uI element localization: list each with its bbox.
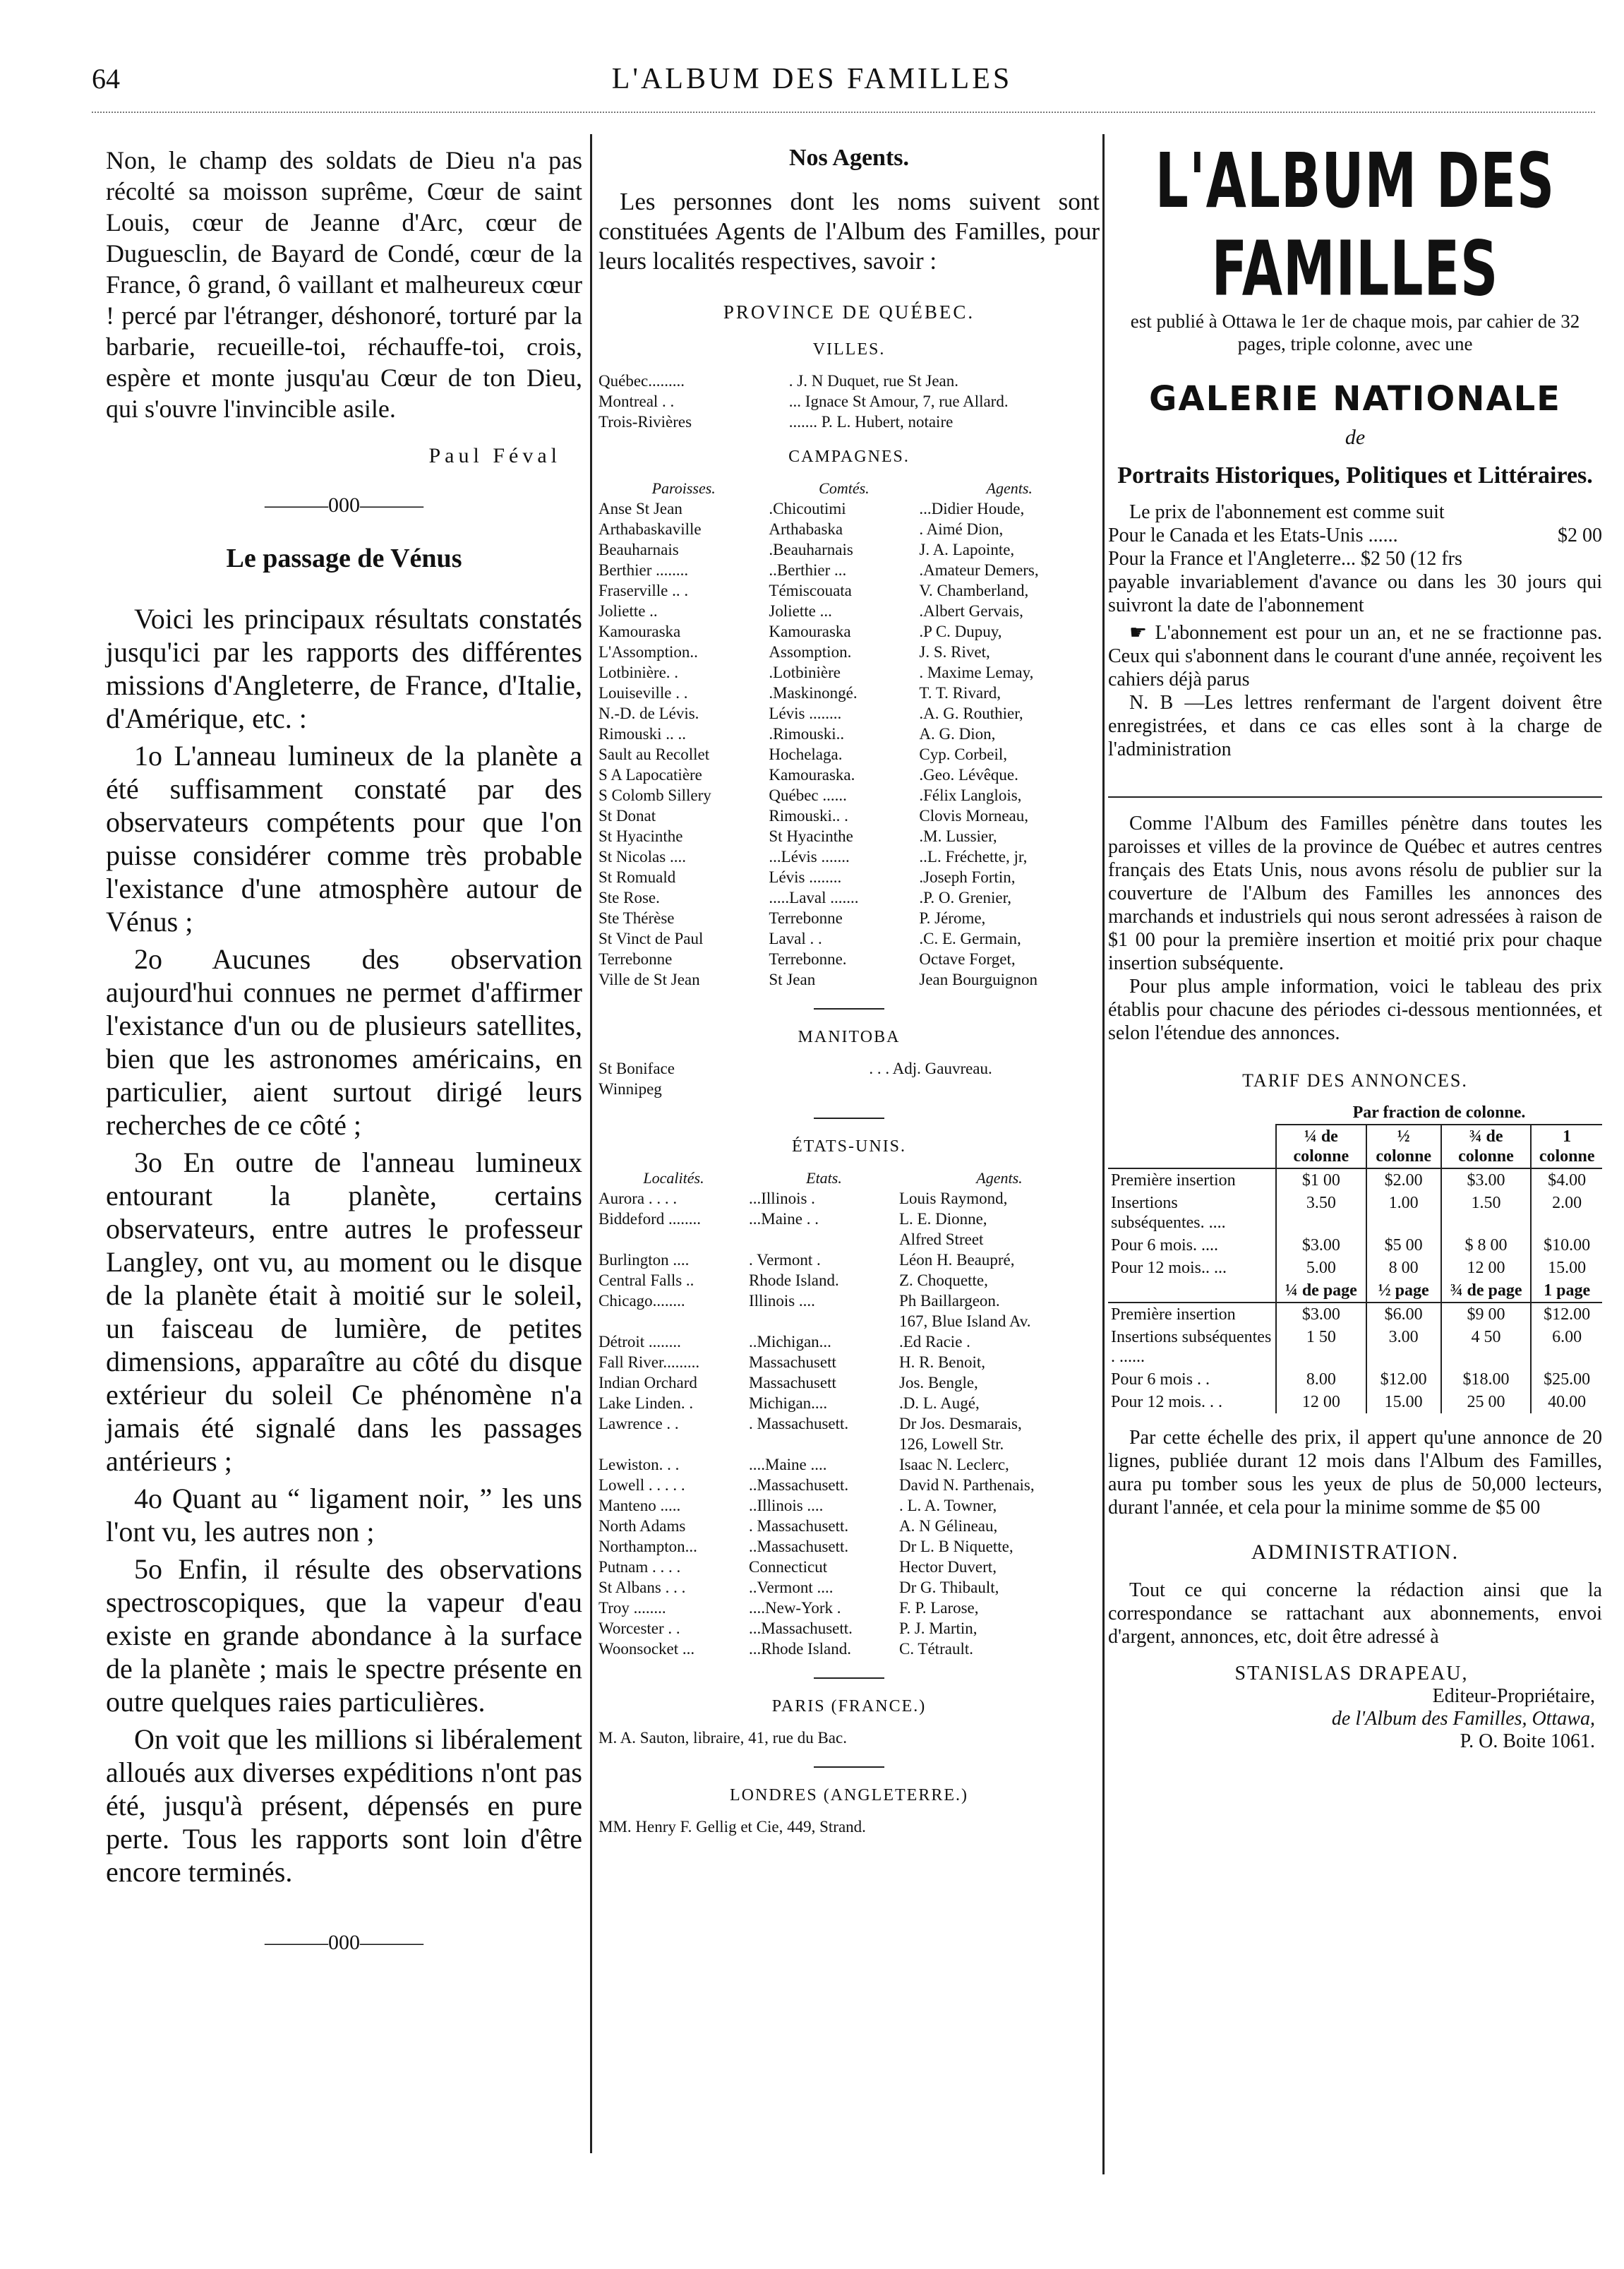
- article-paragraph: 5o Enfin, il résulte des observations spectroscopiques, que la vapeur d'eau existe en grande abondance à la surface de la planète ; mais le spectre présente en outre quelques raies particulières.: [106, 1553, 582, 1718]
- table-row: Lewiston. . . ....Maine .... Isaac N. Leclerc,: [599, 1456, 1009, 1473]
- rule: [814, 1766, 884, 1768]
- agents-intro: Les personnes dont les noms suivent sont constituées Agents de l'Album des Familles, pour leurs localités respectives, savoir :: [599, 188, 1100, 275]
- column-1: [106, 145, 582, 1980]
- table-row: Beauharnais .Beauharnais J. A. Lapointe,: [599, 541, 1015, 558]
- article-paragraph: 2o Aucunes des observation aujourd'hui connues ne permet d'affirmer l'existance d'un ou de plusieurs satellites, bien que les astronomes américains, en particulier, aient surtout dirigé leurs recherches de ce côté ;: [106, 943, 582, 1141]
- manitoba-table: [599, 1058, 1100, 1099]
- table-row: N.-D. de Lévis. Lévis ........ .A. G. Routhier,: [599, 705, 1023, 722]
- table-row: Louiseville . . .Maskinongé. T. T. Rivard,: [599, 684, 1002, 702]
- end-separator: ———000———: [265, 1931, 423, 1954]
- table-row: Ville de St Jean St Jean Jean Bourguignon: [599, 971, 1037, 988]
- table-row: Central Falls .. Rhode Island. Z. Choquette,: [599, 1271, 988, 1289]
- londres-agent: MM. Henry F. Gellig et Cie, 449, Strand.: [599, 1818, 866, 1836]
- column-divider-2: [1102, 134, 1105, 2174]
- table-row: Troy ........ ....New-York . F. P. Larose,: [599, 1599, 979, 1617]
- table-row: Pour 6 mois. .... $3.00 $5 00 $ 8 00 $10.00: [1108, 1234, 1602, 1257]
- signature-name: STANISLAS DRAPEAU,: [1234, 1663, 1469, 1684]
- table-row: Biddeford ........ ...Maine . . L. E. Dionne,: [599, 1210, 987, 1228]
- article-paragraph: 1o L'anneau lumineux de la planète a été suffisamment constaté par des observateurs compétents pour que l'on puisse considérer comme très probable l'existance d'une atmosphère autour de Vénus ;: [106, 740, 582, 938]
- masthead-title: L'ALBUM DES FAMILLES: [1155, 137, 1556, 313]
- payable-text: payable invariablement d'avance ou dans les 30 jours qui suivront la date de l'abonnement: [1108, 571, 1602, 616]
- villes-heading: VILLES.: [812, 340, 886, 359]
- column-3: [1108, 137, 1602, 1753]
- table-row: Chicago........ Illinois .... Ph Baillargeon.: [599, 1292, 1000, 1310]
- rule: [814, 1677, 884, 1679]
- province-heading: PROVINCE DE QUÉBEC.: [723, 301, 975, 323]
- rule: [1108, 796, 1602, 798]
- table-row: Fall River......... Massachusett H. R. Benoit,: [599, 1353, 986, 1371]
- table-row: St Vinct de Paul Laval . . .C. E. Germain,: [599, 930, 1021, 947]
- poem-author: Paul Féval: [428, 444, 561, 467]
- table-row: North Adams . Massachusett. A. N Gélineau,: [599, 1517, 998, 1535]
- table-row: St Donat Rimouski.. . Clovis Morneau,: [599, 807, 1028, 825]
- galerie-de: de: [1345, 426, 1366, 449]
- tarif-note: Par cette échelle des prix, il appert qu'une annonce de 20 lignes, publiée durant 12 mois dans l'Album des Familles, aura pu tomber sous les yeux de plus de 50,000 lecteurs, durant l'année, et cela pour la minime somme de $5 00: [1108, 1427, 1602, 1519]
- table-row: St Boniface . . . Adj. Gauvreau.: [599, 1060, 992, 1077]
- table-row: Manteno ..... ..Illinois .... . L. A. Towner,: [599, 1497, 997, 1514]
- nb-text: N. B —Les lettres renfermant de l'argent doivent être enregistrées, et dans ce cas elles sont à la charge de l'administration: [1108, 692, 1602, 760]
- price-row: Pour le Canada et les Etats-Unis ...... $2 00: [1108, 525, 1602, 546]
- poem-text: Non, le champ des soldats de Dieu n'a pas récolté sa moisson suprême, Cœur de saint Louis, cœur de Jeanne d'Arc, cœur de Duguesclin, de Bayard de Condé, cœur de la France, ô grand, ô vaillant et malheureux cœur ! percé par l'étranger, déshonoré, torturé par la barbarie, recueille-toi, réchauffe-toi, crois, espère et monte jusqu'au Cœur de ton Dieu, qui s'ouvre l'invincible asile.: [106, 146, 582, 423]
- tarif-header: ¼ de colonne ½ colonne ¾ de colonne 1 colonne: [1108, 1125, 1602, 1168]
- usa-table: [599, 1168, 1100, 1659]
- table-row: Sault au Recollet Hochelaga. Cyp. Corbeil,: [599, 746, 1007, 763]
- table-row: Lowell . . . . . ..Massachusett. David N. Parthenais,: [599, 1476, 1035, 1494]
- table-row: St Albans . . . ..Vermont .... Dr G. Thibault,: [599, 1579, 999, 1596]
- table-row: Arthabaskaville Arthabaska . Aimé Dion,: [599, 520, 1004, 538]
- galerie-heading: GALERIE NATIONALE: [1149, 379, 1561, 419]
- table-row: Pour 12 mois. . . 12 00 15.00 25 00 40.00: [1108, 1391, 1602, 1413]
- table-row: S A Lapocatière Kamouraska. .Geo. Lévêque.: [599, 766, 1018, 784]
- campagnes-body: [599, 498, 1100, 990]
- price-intro: Le prix de l'abonnement est comme suit: [1129, 501, 1445, 523]
- table-row: Aurora . . . . ...Illinois . Louis Raymond,: [599, 1190, 1008, 1207]
- header-rule: [92, 112, 1595, 113]
- rule: [814, 1008, 884, 1010]
- table-row: St Hyacinthe St Hyacinthe .M. Lussier,: [599, 827, 997, 845]
- article-paragraph: On voit que les millions si libéralement alloués aux diverses expéditions n'ont pas été, jusqu'à présent, dépensés en pure perte. Tous les rapports sont loin d'être encore terminés.: [106, 1723, 582, 1888]
- table-row: Joliette .. Joliette ... .Albert Gervais,: [599, 602, 1023, 620]
- table-row: Ste Rose. .....Laval ....... .P. O. Grenier,: [599, 889, 1012, 906]
- signature-role: Editeur-Propriétaire,: [1432, 1685, 1595, 1707]
- table-header: Localités. Etats. Agents.: [643, 1169, 1023, 1187]
- table-row: Winnipeg: [599, 1080, 662, 1098]
- table-row: Woonsocket ... ...Rhode Island. C. Tétrault.: [599, 1640, 973, 1658]
- table-row: Québec......... . J. N Duquet, rue St Jean.: [599, 372, 958, 390]
- table-row: Première insertion $3.00 $6.00 $9 00 $12.00: [1108, 1303, 1602, 1326]
- table-row: Indian Orchard Massachusett Jos. Bengle,: [599, 1374, 978, 1391]
- article-paragraph: Voici les principaux résultats constatés jusqu'ici par les rapports des différentes missions d'Angleterre, de France, d'Italie, d'Amérique, etc. :: [106, 603, 582, 734]
- column-divider-1: [590, 134, 592, 2153]
- table-row: Lawrence . . . Massachusett. Dr Jos. Desmarais,: [599, 1415, 1022, 1432]
- tarif-title: TARIF DES ANNONCES.: [1242, 1070, 1468, 1091]
- rule: [814, 1118, 884, 1119]
- annonces-text: Comme l'Album des Familles pénètre dans toutes les paroisses et villes de la province de Québec et autres centres français des Etats Unis, nous avons résolu de publier sur la couverture de l'Album des Familles les annonces des marchands et industriels qui nous seront adressées à raison de $1 00 pour la première insertion et moitié prix pour chaque insertion subséquente.: [1108, 813, 1602, 974]
- campagnes-table: [599, 478, 1100, 990]
- annonces-text-2: Pour plus ample information, voici le tableau des prix établis pour chacune des périodes ci-dessous mentionnées, et selon l'étendue des annonces.: [1108, 976, 1602, 1044]
- usa-heading: ÉTATS-UNIS.: [791, 1137, 907, 1156]
- table-row: 167, Blue Island Av.: [899, 1312, 1031, 1330]
- table-row: St Romuald Lévis ........ .Joseph Fortin,: [599, 868, 1016, 886]
- tarif-header: ¼ de page ½ page ¾ de page 1 page: [1108, 1279, 1602, 1303]
- table-row: Montreal . . ... Ignace St Amour, 7, rue Allard.: [599, 393, 1009, 410]
- table-row: L'Assomption.. Assomption. J. S. Rivet,: [599, 643, 990, 661]
- usa-body: [599, 1188, 1100, 1659]
- table-row: Trois-Rivières ....... P. L. Hubert, notaire: [599, 413, 954, 431]
- table-row: Ste Thérèse Terrebonne P. Jérome,: [599, 909, 986, 927]
- table-header: Paroisses. Comtés. Agents.: [651, 479, 1033, 497]
- price-row: Pour la France et l'Angleterre... $2 50 (12 frs: [1108, 548, 1462, 570]
- table-row: Lotbinière. . .Lotbinière . Maxime Lemay,: [599, 664, 1034, 681]
- administration-text: Tout ce qui concerne la rédaction ainsi que la correspondance se rattachant aux abonnements, envoi d'argent, annonces, etc, doit être adressé à: [1108, 1579, 1602, 1648]
- campagnes-heading: CAMPAGNES.: [788, 448, 910, 466]
- administration-title: ADMINISTRATION.: [1251, 1540, 1460, 1564]
- publication-info: est publié à Ottawa le 1er de chaque mois, par cahier de 32 pages, triple colonne, avec une: [1130, 311, 1580, 354]
- table-row: Alfred Street: [899, 1231, 984, 1248]
- table-row: Insertions subséquentes . ...... 1 50 3.00 4 50 6.00: [1108, 1326, 1602, 1368]
- abonnement-text: ☛ L'abonnement est pour un an, et ne se fractionne pas. Ceux qui s'abonnent dans le courant d'une année, reçoivent les cahiers déjà parus: [1108, 622, 1602, 690]
- table-row: Rimouski .. .. .Rimouski.. A. G. Dion,: [599, 725, 996, 743]
- table-row: Terrebonne Terrebonne. Octave Forget,: [599, 950, 1016, 968]
- table-row: Burlington .... . Vermont . Léon H. Beaupré,: [599, 1251, 1015, 1269]
- villes-table: [599, 371, 1100, 432]
- signature-publication: de l'Album des Familles, Ottawa,: [1331, 1708, 1595, 1730]
- separator: ———000———: [265, 493, 423, 517]
- table-row: St Nicolas .... ...Lévis ....... ..L. Fréchette, jr,: [599, 848, 1028, 866]
- table-row: Northampton... ..Massachusett. Dr L. B Niquette,: [599, 1538, 1014, 1555]
- page-header-title: L'ALBUM DES FAMILLES: [611, 63, 1013, 95]
- table-row: Insertions subséquentes. .... 3.50 1.00 1.50 2.00: [1108, 1192, 1602, 1234]
- table-row: Putnam . . . . Connecticut Hector Duvert,: [599, 1558, 997, 1576]
- table-row: Lake Linden. . Michigan.... .D. L. Augé,: [599, 1394, 980, 1412]
- page-number: 64: [92, 63, 120, 95]
- table-row: Pour 6 mois . . 8.00 $12.00 $18.00 $25.00: [1108, 1368, 1602, 1391]
- article-paragraph: 4o Quant au “ ligament noir, ” les uns l'ont vu, les autres non ;: [106, 1483, 582, 1547]
- agents-title: Nos Agents.: [788, 145, 910, 171]
- londres-heading: LONDRES (ANGLETERRE.): [730, 1786, 968, 1804]
- table-row: Première insertion $1 00 $2.00 $3.00 $4.00: [1108, 1168, 1602, 1192]
- tarif-table-columns: [1108, 1101, 1602, 1413]
- manitoba-heading: MANITOBA: [798, 1028, 901, 1046]
- paris-heading: PARIS (FRANCE.): [771, 1697, 927, 1716]
- portraits-heading: Portraits Historiques, Politiques et Littéraires.: [1117, 462, 1593, 489]
- paris-agent: M. A. Sauton, libraire, 41, rue du Bac.: [599, 1729, 847, 1747]
- table-row: Berthier ........ ..Berthier ... .Amateur Demers,: [599, 561, 1039, 579]
- table-row: Détroit ........ ..Michigan... .Ed Racie .: [599, 1333, 970, 1351]
- tarif-group-header: Par fraction de colonne.: [1108, 1101, 1602, 1125]
- table-row: Kamouraska Kamouraska .P C. Dupuy,: [599, 623, 1002, 640]
- article-paragraph: 3o En outre de l'anneau lumineux entourant la planète, certains observateurs, entre autres le professeur Langley, ont vu, au moment ou le disque de la planète était à moitié sur le soleil, un faisceau de lumière, de petites dimensions, apparaître au côté du disque extérieur du soleil Ce phénomène n'a jamais été signalé dans les passages antérieurs ;: [106, 1147, 582, 1477]
- table-row: Worcester . . ...Massachusett. P. J. Martin,: [599, 1620, 978, 1637]
- column-2: [599, 145, 1100, 1837]
- tarif-b-body: [1108, 1303, 1602, 1413]
- table-row: S Colomb Sillery Québec ...... .Félix Langlois,: [599, 786, 1022, 804]
- table-row: 126, Lowell Str.: [899, 1435, 1004, 1453]
- table-row: Anse St Jean .Chicoutimi ...Didier Houde,: [599, 500, 1025, 517]
- table-row: Fraserville .. . Témiscouata V. Chamberland,: [599, 582, 1029, 599]
- tarif-a-body: [1108, 1168, 1602, 1279]
- article-title: Le passage de Vénus: [226, 544, 462, 573]
- signature-block: [1108, 1663, 1595, 1753]
- table-row: Pour 12 mois.. ... 5.00 8 00 12 00 15.00: [1108, 1257, 1602, 1279]
- signature-box: P. O. Boite 1061.: [1460, 1730, 1595, 1752]
